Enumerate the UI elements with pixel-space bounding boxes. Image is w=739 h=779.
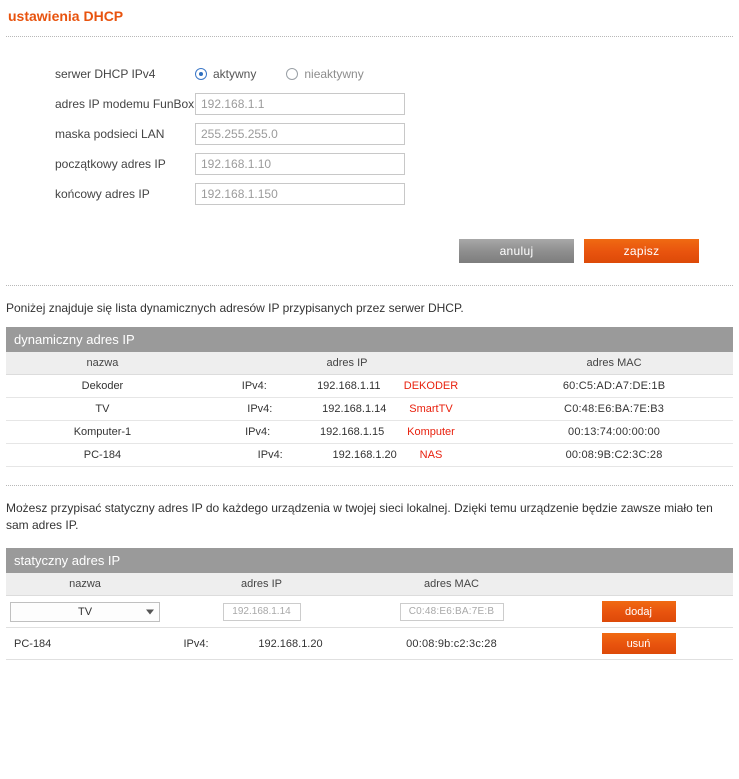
table-row <box>6 628 733 660</box>
static-cell-ip <box>164 628 359 660</box>
label-end-ip: końcowy adres IP <box>55 187 150 201</box>
static-cell-new-mac[interactable] <box>359 596 544 628</box>
table-row <box>6 444 733 467</box>
label-start-ip: początkowy adres IP <box>55 157 166 171</box>
static-cell-ipver: IPv4: <box>183 637 209 650</box>
dynamic-cell-ipvalue: 192.168.1.11 <box>317 380 381 392</box>
static-header-name: nazwa <box>6 573 164 596</box>
static-ip-input[interactable] <box>223 603 301 621</box>
dynamic-cell-mac: C0:48:E6:BA:7E:B3 <box>495 398 733 421</box>
static-cell-ipvalue: 192.168.1.20 <box>258 637 323 650</box>
dynamic-table-wrap <box>0 317 739 467</box>
label-subnet-mask: maska podsieci LAN <box>55 127 165 141</box>
dhcp-form <box>0 37 739 263</box>
dynamic-cell-ip <box>199 444 495 467</box>
static-cell-device-select[interactable] <box>6 596 164 628</box>
dynamic-cell-alias: DEKODER <box>403 380 459 392</box>
dynamic-cell-ipvalue: 192.168.1.20 <box>332 449 397 461</box>
save-button[interactable]: zapisz <box>584 239 699 263</box>
page-title: ustawienia DHCP <box>8 8 124 24</box>
dynamic-cell-name: PC-184 <box>6 444 199 467</box>
radio-inactive-icon[interactable] <box>286 68 298 80</box>
radio-active-label: aktywny <box>213 67 257 81</box>
dynamic-cell-ipvalue: 192.168.1.15 <box>320 426 385 438</box>
static-table-wrap <box>0 534 739 660</box>
dynamic-cell-mac: 00:08:9B:C2:3C:28 <box>495 444 733 467</box>
dynamic-cell-mac: 60:C5:AD:A7:DE:1B <box>495 375 733 398</box>
cancel-button[interactable]: anuluj <box>459 239 574 263</box>
start-ip-input[interactable] <box>195 153 405 175</box>
dynamic-cell-ipver: IPv4: <box>257 449 283 461</box>
dynamic-cell-ipver: IPv4: <box>247 403 273 415</box>
dynamic-header-ip: adres IP <box>199 352 495 375</box>
radio-option-active[interactable] <box>195 67 256 81</box>
static-cell-mac: 00:08:9b:c2:3c:28 <box>359 628 544 660</box>
delete-button[interactable]: usuń <box>602 633 676 654</box>
label-dhcp-server: serwer DHCP IPv4 <box>55 67 156 81</box>
label-modem-ip: adres IP modemu FunBox <box>55 97 195 111</box>
static-intro-text: Możesz przypisać statyczny adres IP do każdego urządzenia w twojej sieci lokalnej. Dzięki temu urządzenie będzie zawsze miało ten sam adres IP. <box>6 501 713 532</box>
form-row-dhcp-server <box>0 59 739 89</box>
radio-inactive-label: nieaktywny <box>304 67 364 81</box>
form-row-subnet-mask <box>0 119 739 149</box>
radio-active-icon[interactable] <box>195 68 207 80</box>
dynamic-cell-ip <box>199 421 495 444</box>
form-row-start-ip <box>0 149 739 179</box>
dynamic-cell-mac: 00:13:74:00:00:00 <box>495 421 733 444</box>
static-new-entry-row <box>6 596 733 628</box>
dynamic-header-name: nazwa <box>6 352 199 375</box>
dynamic-cell-name: Dekoder <box>6 375 199 398</box>
static-cell-new-ip[interactable] <box>164 596 359 628</box>
dynamic-cell-name: Komputer-1 <box>6 421 199 444</box>
static-mac-input[interactable] <box>400 603 504 621</box>
form-actions <box>0 209 739 263</box>
static-cell-add-action[interactable] <box>544 596 733 628</box>
dynamic-cell-alias: Komputer <box>407 426 455 438</box>
static-header-actions <box>544 573 733 596</box>
device-select[interactable]: TV <box>10 602 160 622</box>
modem-ip-input[interactable] <box>195 93 405 115</box>
add-button[interactable]: dodaj <box>602 601 676 622</box>
static-cell-name: PC-184 <box>6 628 164 660</box>
end-ip-input[interactable] <box>195 183 405 205</box>
static-table-caption: statyczny adres IP <box>6 548 733 573</box>
subnet-mask-input[interactable] <box>195 123 405 145</box>
static-ip-table <box>6 548 733 660</box>
dynamic-cell-ipver: IPv4: <box>241 380 267 392</box>
form-row-end-ip <box>0 179 739 209</box>
static-header-ip: adres IP <box>164 573 359 596</box>
static-header-mac: adres MAC <box>359 573 544 596</box>
form-row-modem-ip <box>0 89 739 119</box>
dynamic-header-mac: adres MAC <box>495 352 733 375</box>
table-row <box>6 398 733 421</box>
static-cell-delete-action[interactable] <box>544 628 733 660</box>
table-row <box>6 421 733 444</box>
dynamic-cell-alias: SmartTV <box>409 403 453 415</box>
dynamic-cell-name: TV <box>6 398 199 421</box>
dynamic-intro-text: Poniżej znajduje się lista dynamicznych adresów IP przypisanych przez serwer DHCP. <box>6 301 464 315</box>
dynamic-cell-ipver: IPv4: <box>245 426 271 438</box>
dhcp-server-radio-group[interactable] <box>195 67 394 81</box>
static-table-header-row <box>6 573 733 596</box>
dynamic-table-caption: dynamiczny adres IP <box>6 327 733 352</box>
table-row <box>6 375 733 398</box>
radio-option-inactive[interactable] <box>286 67 363 81</box>
dynamic-cell-ip <box>199 375 495 398</box>
dynamic-cell-ip <box>199 398 495 421</box>
dynamic-table-header-row <box>6 352 733 375</box>
dynamic-cell-alias: NAS <box>419 449 443 461</box>
dynamic-ip-table <box>6 327 733 467</box>
dynamic-cell-ipvalue: 192.168.1.14 <box>322 403 387 415</box>
